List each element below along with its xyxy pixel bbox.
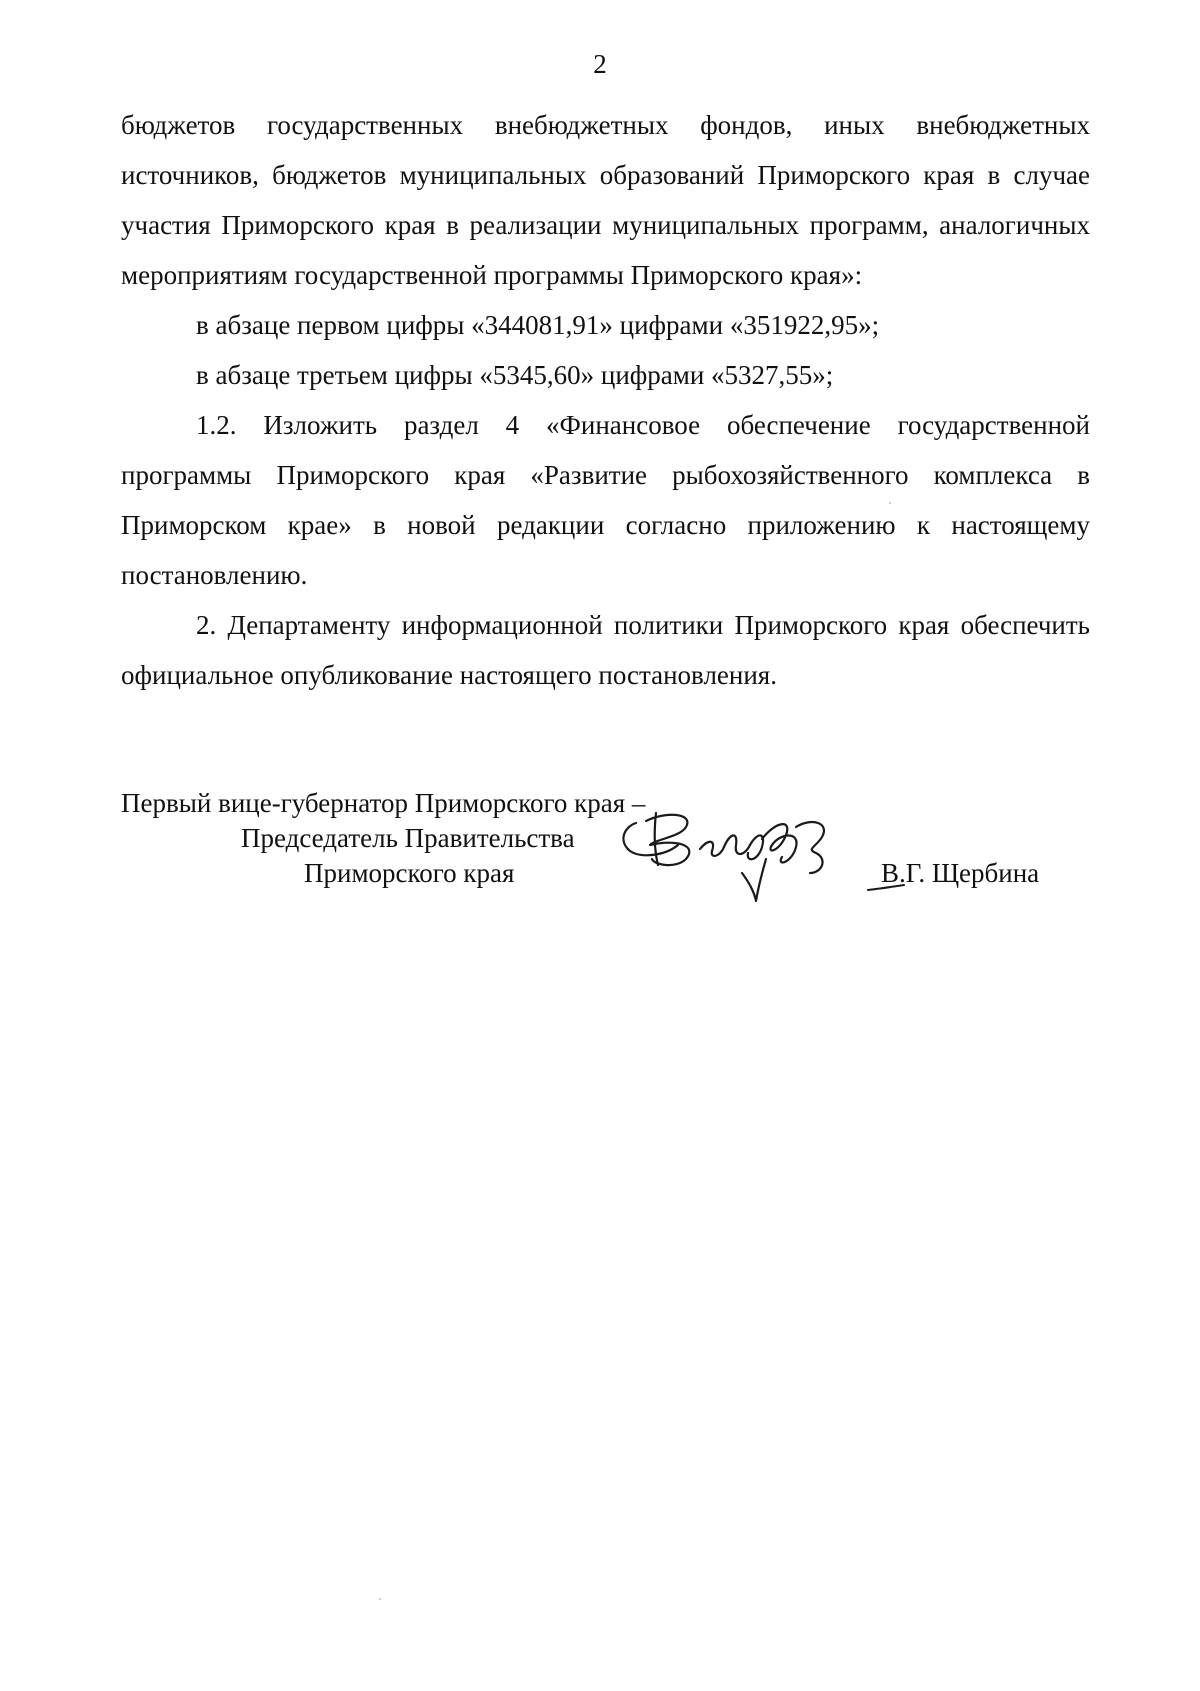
paragraph-amendment-first-abzac: в абзаце первом цифры «344081,91» цифрами «351922,95»; [196,310,880,340]
document-body [121,100,1090,700]
signature-block [121,786,1090,926]
page-number: 2 [593,49,607,79]
signatory-title-line2: Председатель Правительства [241,823,575,853]
paragraph-item-2: 2. Департаменту информационной политики Приморского края обеспечить официальное опубликование настоящего постановления. [121,610,1090,690]
scan-speck [379,1598,381,1600]
scan-speck [889,502,891,504]
signatory-name: В.Г. Щербина [881,858,1040,888]
handwritten-signature [616,801,846,926]
paragraph-amendment-third-abzac: в абзаце третьем цифры «5345,60» цифрами «5327,55»; [196,360,834,390]
paragraph-item-1-2: 1.2. Изложить раздел 4 «Финансовое обеспечение государственной программы Приморского края «Развитие рыбохозяйственного комплекса в Приморском крае» в новой редакции согласно приложению к настоящему постановлению. [121,410,1090,590]
paragraph-continuation: бюджетов государственных внебюджетных фондов, иных внебюджетных источников, бюджетов муниципальных образований Приморского края в случае участия Приморского края в реализации муниципальных программ, аналогичных мероприятиям государственной программы Приморского края»: [121,110,1090,290]
signatory-title-line1: Первый вице-губернатор Приморского края – [121,788,646,818]
signatory-title-line3: Приморского края [304,858,515,888]
